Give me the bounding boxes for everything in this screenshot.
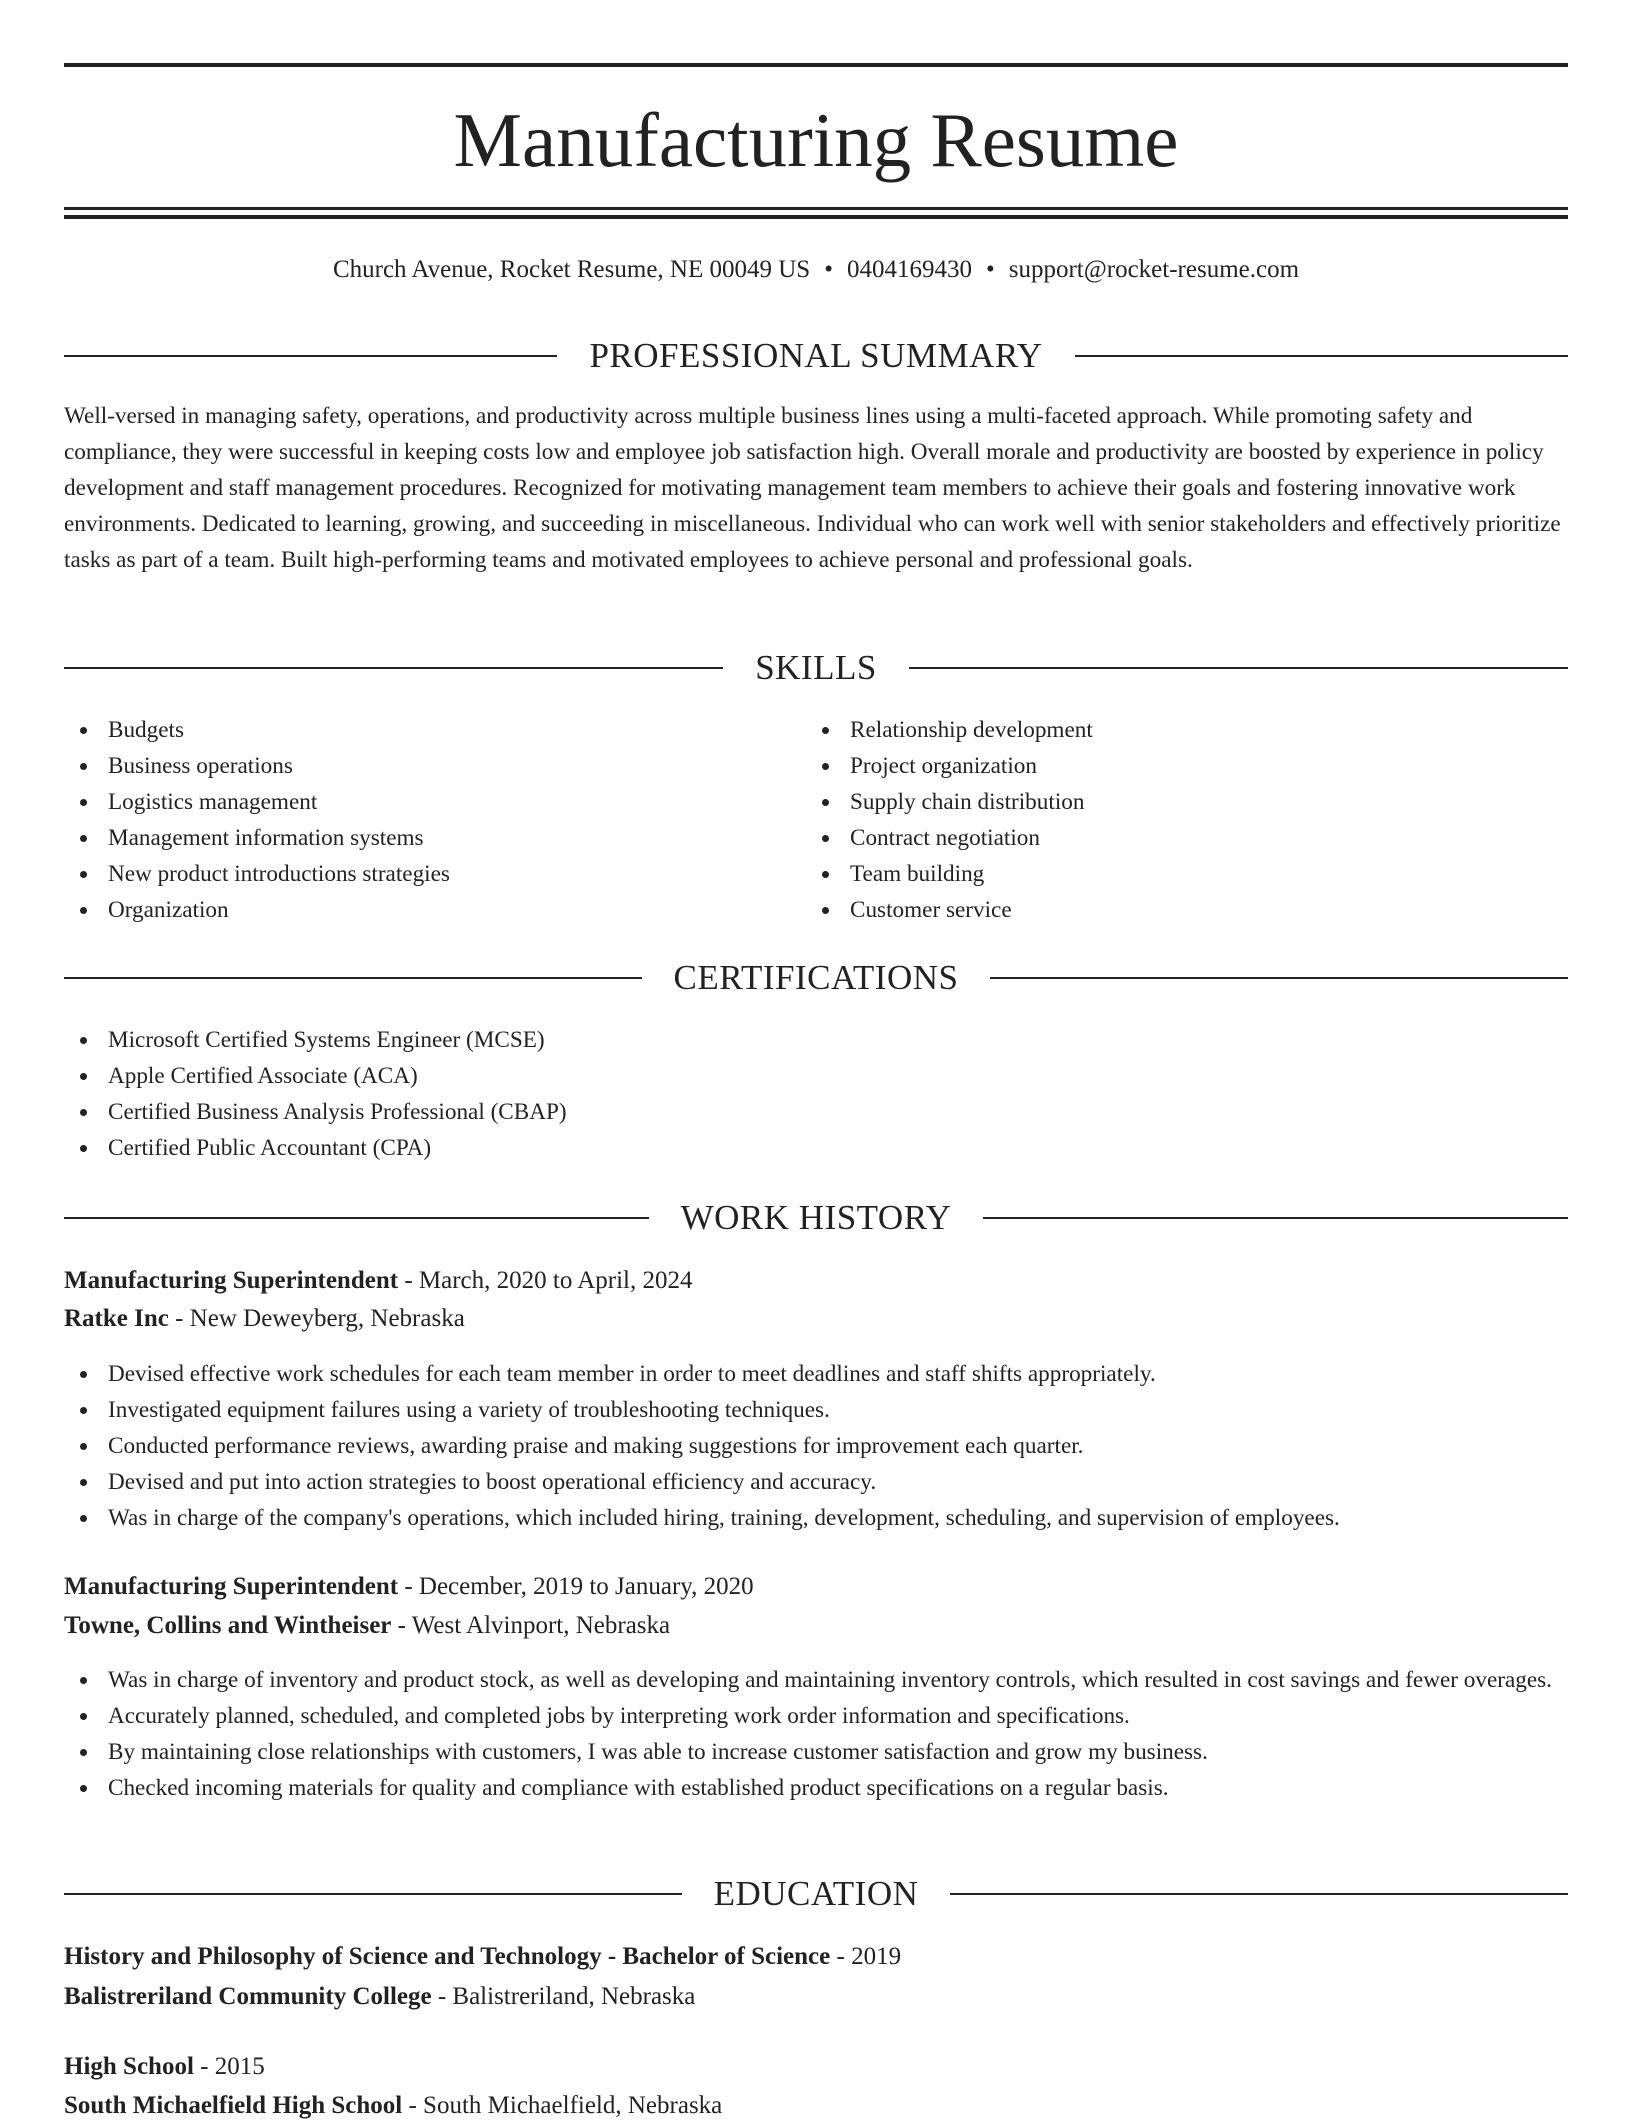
contact-email: support@rocket-resume.com — [1008, 256, 1300, 283]
certification-item: Certified Business Analysis Professional (CBAP) — [64, 1094, 1568, 1130]
education-degree: High School — [64, 2053, 194, 2080]
education-school-line — [64, 1979, 1568, 2015]
contact-separator: • — [824, 256, 833, 283]
job-duty-item: Accurately planned, scheduled, and completed jobs by interpreting work order information and specifications. — [64, 1698, 1568, 1734]
job-title: Manufacturing Superintendent — [64, 1573, 399, 1600]
section-heading-certifications — [64, 953, 1568, 1003]
skill-item: Project organization — [806, 748, 1546, 784]
job-duty-item: By maintaining close relationships with customers, I was able to increase customer satisfaction and grow my business. — [64, 1734, 1568, 1770]
divider — [950, 1893, 1568, 1895]
education-school: South Michaelfield High School — [64, 2092, 403, 2119]
education-degree-line — [64, 1939, 1568, 1975]
skill-item: Business operations — [64, 748, 784, 784]
divider — [64, 1893, 682, 1895]
job-duties-list — [64, 1356, 1568, 1536]
divider — [909, 667, 1568, 669]
section-title: CERTIFICATIONS — [673, 958, 959, 997]
certification-item: Certified Public Accountant (CPA) — [64, 1130, 1568, 1166]
skill-item: Management information systems — [64, 820, 784, 856]
section-heading-summary — [64, 331, 1568, 381]
job-title-line — [64, 1569, 1568, 1605]
job-title: Manufacturing Superintendent — [64, 1267, 399, 1294]
skills-list-right — [806, 712, 1546, 928]
job-duty-item: Devised effective work schedules for each team member in order to meet deadlines and staff shifts appropriately. — [64, 1356, 1568, 1392]
title-rule-upper — [64, 207, 1568, 210]
education-degree-line — [64, 2049, 1568, 2085]
contact-address: Church Avenue, Rocket Resume, NE 00049 US — [332, 256, 811, 283]
contact-phone: 0404169430 — [846, 256, 972, 283]
job-duty-item: Devised and put into action strategies to boost operational efficiency and accuracy. — [64, 1464, 1568, 1500]
certification-item: Microsoft Certified Systems Engineer (MCSE) — [64, 1022, 1568, 1058]
job-duty-item: Investigated equipment failures using a variety of troubleshooting techniques. — [64, 1392, 1568, 1428]
job-company: Towne, Collins and Wintheiser — [64, 1612, 392, 1639]
contact-line — [64, 252, 1568, 288]
skill-item: Logistics management — [64, 784, 784, 820]
top-rule — [64, 63, 1568, 67]
contact-separator: • — [985, 256, 995, 283]
divider — [983, 1217, 1568, 1219]
summary-text: Well-versed in managing safety, operations, and productivity across multiple business lines using a multi-faceted approach. While promoting safety and compliance, they were successful in keeping costs low and employee job satisfaction high. Overall morale and productivity are boosted by experience in policy development and staff management procedures. Recognized for motivating management team members to achieve their goals and fostering innovative work environments. Dedicated to learning, growing, and succeeding in miscellaneous. Individual who can work well with senior stakeholders and effectively prioritize tasks as part of a team. Built high-performing teams and motivated employees to achieve personal and professional goals. — [64, 403, 1561, 573]
skill-item: Budgets — [64, 712, 784, 748]
job-location: - West Alvinport, Nebraska — [391, 1612, 671, 1639]
section-title: SKILLS — [755, 648, 877, 687]
skill-item: Customer service — [806, 892, 1546, 928]
skills-list-left — [64, 712, 784, 928]
job-company-line — [64, 1301, 1568, 1337]
section-heading-skills — [64, 643, 1568, 693]
job-company: Ratke Inc — [64, 1305, 169, 1332]
job-dates: - December, 2019 to January, 2020 — [398, 1573, 754, 1600]
divider — [64, 1217, 649, 1219]
certifications-list — [64, 1022, 1568, 1166]
skill-item: Contract negotiation — [806, 820, 1546, 856]
section-title: PROFESSIONAL SUMMARY — [589, 336, 1043, 375]
resume-title: Manufacturing Resume — [453, 97, 1179, 183]
education-school: Balistreriland Community College — [64, 1983, 432, 2010]
divider — [990, 977, 1568, 979]
section-title: EDUCATION — [713, 1874, 919, 1913]
job-duty-item: Conducted performance reviews, awarding praise and making suggestions for improvement each quarter. — [64, 1428, 1568, 1464]
divider — [64, 667, 723, 669]
skill-item: New product introductions strategies — [64, 856, 784, 892]
job-dates: - March, 2020 to April, 2024 — [398, 1267, 693, 1294]
job-title-line — [64, 1263, 1568, 1299]
job-duty-item: Was in charge of the company's operations, which included hiring, training, development, scheduling, and supervision of employees. — [64, 1500, 1568, 1536]
job-duty-item: Was in charge of inventory and product stock, as well as developing and maintaining inventory controls, which resulted in cost savings and fewer overages. — [64, 1662, 1568, 1698]
job-duties-list — [64, 1662, 1568, 1806]
divider — [64, 977, 642, 979]
title-rule-lower — [64, 215, 1568, 219]
education-location: - Balistreriland, Nebraska — [431, 1983, 696, 2010]
section-heading-education — [64, 1869, 1568, 1919]
section-heading-work-history — [64, 1193, 1568, 1243]
education-school-line — [64, 2088, 1568, 2124]
divider — [64, 355, 557, 357]
education-location: - South Michaelfield, Nebraska — [402, 2092, 723, 2119]
section-title: WORK HISTORY — [680, 1198, 952, 1237]
job-location: - New Deweyberg, Nebraska — [168, 1305, 465, 1332]
skill-item: Organization — [64, 892, 784, 928]
skill-item: Team building — [806, 856, 1546, 892]
education-year: - 2015 — [193, 2053, 265, 2080]
education-degree: History and Philosophy of Science and Technology - Bachelor of Science — [64, 1943, 831, 1970]
certification-item: Apple Certified Associate (ACA) — [64, 1058, 1568, 1094]
skill-item: Relationship development — [806, 712, 1546, 748]
skill-item: Supply chain distribution — [806, 784, 1546, 820]
job-duty-item: Checked incoming materials for quality and compliance with established product specifications on a regular basis. — [64, 1770, 1568, 1806]
job-company-line — [64, 1608, 1568, 1644]
divider — [1075, 355, 1568, 357]
education-year: - 2019 — [830, 1943, 902, 1970]
